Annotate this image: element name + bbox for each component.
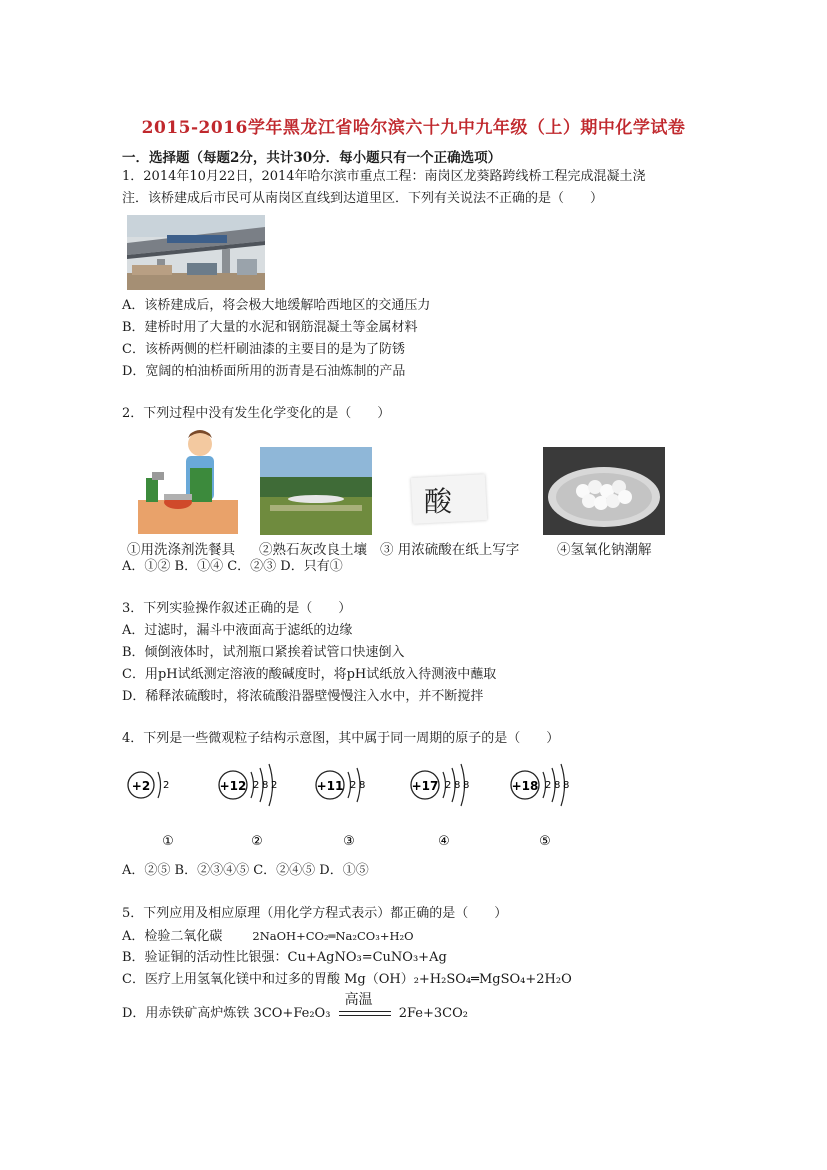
q2-caption-4: ④氢氧化钠潮解 bbox=[557, 542, 652, 558]
sodium-hydroxide-photo bbox=[543, 447, 665, 535]
particle-4-shell-2: 8 bbox=[454, 780, 461, 791]
q2-stem: 2．下列过程中没有发生化学变化的是（ ） bbox=[122, 406, 391, 421]
particle-5-shell-2: 8 bbox=[554, 780, 561, 791]
particle-3-label: ③ bbox=[343, 834, 355, 849]
q1-option-d: D．宽阔的柏油桥面所用的沥青是石油炼制的产品 bbox=[122, 364, 406, 379]
particle-3-shell-1: 2 bbox=[350, 780, 357, 791]
paper-char: 酸 bbox=[424, 485, 453, 518]
q3-stem: 3．下列实验操作叙述正确的是（ ） bbox=[122, 601, 352, 616]
q1-option-c: C．该桥两侧的栏杆刷油漆的主要目的是为了防锈 bbox=[122, 342, 405, 357]
atomic-structure-diagrams bbox=[120, 760, 590, 855]
q3-option-b: B．倾倒液体时，试剂瓶口紧挨着试管口快速倒入 bbox=[122, 645, 405, 660]
particle-diagram-2 bbox=[219, 764, 277, 849]
q3-option-c: C．用pH试纸测定溶液的酸碱度时，将pH试纸放入待测液中蘸取 bbox=[122, 667, 497, 682]
farmland-photo bbox=[260, 447, 372, 535]
q5-option-d-condition: 高温 bbox=[344, 991, 373, 1008]
high-temperature-arrow bbox=[339, 991, 391, 1021]
particle-5-shell-3: 8 bbox=[563, 780, 570, 791]
particle-diagram-5 bbox=[511, 764, 569, 849]
q1-option-b: B．建桥时用了大量的水泥和钢筋混凝土等金属材料 bbox=[122, 320, 418, 335]
section-heading: 一．选择题（每题2分，共计30分．每小题只有一个正确选项） bbox=[122, 150, 502, 166]
q5-option-a-text: A．检验二氧化碳 bbox=[122, 929, 223, 944]
particle-1-nucleus: +2 bbox=[131, 779, 151, 793]
q5-stem: 5．下列应用及相应原理（用化学方程式表示）都正确的是（ ） bbox=[122, 906, 508, 921]
q3-option-a: A．过滤时，漏斗中液面高于滤纸的边缘 bbox=[122, 623, 353, 638]
q2-caption-1: ①用洗涤剂洗餐具 bbox=[127, 542, 235, 558]
particle-2-nucleus: +12 bbox=[219, 779, 247, 793]
particle-5-shell-1: 2 bbox=[545, 780, 552, 791]
q1-stem-line1: 1．2014年10月22日，2014年哈尔滨市重点工程：南岗区龙葵路跨线桥工程完成混凝土浇 bbox=[122, 169, 646, 184]
q5-option-a bbox=[122, 927, 414, 946]
q2-options: A．①② B．①④ C．②③ D．只有① bbox=[122, 559, 343, 574]
particle-5-nucleus: +18 bbox=[511, 779, 539, 793]
particle-5-label: ⑤ bbox=[539, 834, 551, 849]
bridge-photo bbox=[127, 215, 265, 290]
particle-1-shell-1: 2 bbox=[163, 780, 170, 791]
particle-3-nucleus: +11 bbox=[316, 779, 344, 793]
exam-title: 2015-2016学年黑龙江省哈尔滨六十九中九年级（上）期中化学试卷 bbox=[141, 118, 686, 138]
q4-stem: 4．下列是一些微观粒子结构示意图，其中属于同一周期的原子的是（ ） bbox=[122, 731, 560, 746]
particle-2-shell-3: 2 bbox=[271, 780, 278, 791]
particle-2-shell-1: 2 bbox=[253, 780, 260, 791]
particle-4-shell-3: 8 bbox=[463, 780, 470, 791]
q5-option-d-text: D．用赤铁矿高炉炼铁 3CO+Fe₂O₃ bbox=[122, 1006, 331, 1021]
particle-diagram-3 bbox=[316, 768, 365, 849]
q1-option-a: A．该桥建成后，将会极大地缓解哈西地区的交通压力 bbox=[122, 298, 431, 313]
q5-option-d bbox=[122, 991, 468, 1023]
particle-4-shell-1: 2 bbox=[445, 780, 452, 791]
sulfuric-acid-paper bbox=[408, 470, 490, 528]
q5-option-d-product: 2Fe+3CO₂ bbox=[398, 1006, 468, 1021]
q4-options: A．②⑤ B．②③④⑤ C．②④⑤ D．①⑤ bbox=[122, 863, 369, 878]
dishwashing-illustration bbox=[138, 428, 238, 534]
particle-2-label: ② bbox=[251, 834, 263, 849]
particle-4-nucleus: +17 bbox=[411, 779, 439, 793]
particle-3-shell-2: 8 bbox=[359, 780, 366, 791]
q3-option-d: D．稀释浓硫酸时，将浓硫酸沿器壁慢慢注入水中，并不断搅拌 bbox=[122, 689, 484, 704]
particle-2-shell-2: 8 bbox=[262, 780, 269, 791]
particle-diagram-4 bbox=[411, 764, 469, 849]
particle-4-label: ④ bbox=[438, 834, 450, 849]
particle-1-label: ① bbox=[162, 834, 174, 849]
particle-diagram-1 bbox=[128, 772, 174, 849]
q2-caption-2: ②熟石灰改良土壤 bbox=[259, 542, 367, 558]
q5-option-b: B．验证铜的活动性比银强：Cu+AgNO₃=CuNO₃+Ag bbox=[122, 950, 447, 965]
q1-stem-line2: 注．该桥建成后市民可从南岗区直线到达道里区．下列有关说法不正确的是（ ） bbox=[122, 191, 604, 206]
q2-caption-3: ③ 用浓硫酸在纸上写字 bbox=[380, 542, 520, 558]
q5-option-c: C．医疗上用氢氧化镁中和过多的胃酸 Mg（OH）₂+H₂SO₄═MgSO₄+2H₂O bbox=[122, 972, 572, 987]
q5-option-a-equation: 2NaOH+CO₂═Na₂CO₃+H₂O bbox=[252, 929, 414, 943]
